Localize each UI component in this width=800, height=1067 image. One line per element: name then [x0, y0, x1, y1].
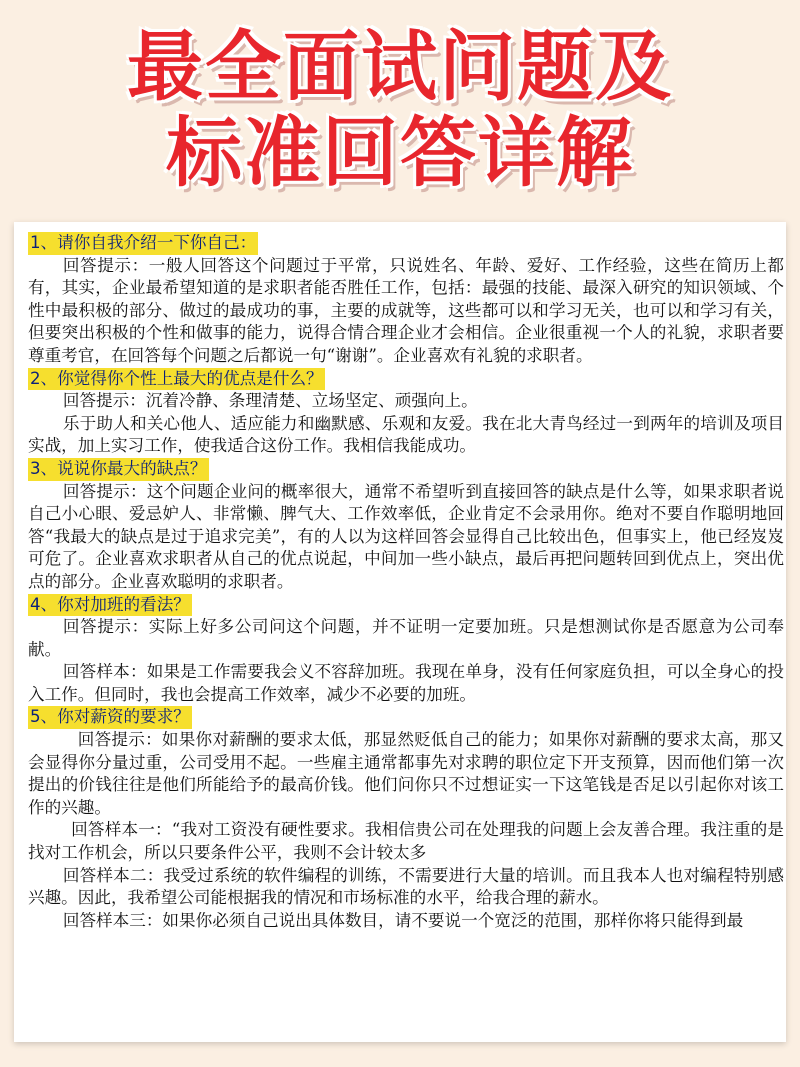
section-heading: 3、说说你最大的缺点？ [28, 458, 209, 481]
page-title-line-2: 标准回答详解 [166, 108, 634, 197]
answer-hint-paragraph: 回答提示：一般人回答这个问题过于平常，只说姓名、年龄、爱好、工作经验，这些在简历上都有，其实，企业最希望知道的是求职者能否胜任工作，包括：最强的技能、最深入研究的知识领域、个性中最积极的部分、做过的最成功的事，主要的成就等，这些都可以和学习无关，也可以和学习有关，但要突出积极的个性和做事的能力，说得合情合理企业才会相信。企业很重视一个人的礼貌，求职者要尊重考官，在回答每个问题之后都说一句“谢谢”。企业喜欢有礼貌的求职者。 [28, 255, 784, 365]
document-content [28, 232, 784, 932]
answer-sample-paragraph-1: 回答样本一：“我对工资没有硬性要求。我相信贵公司在处理我的问题上会友善合理。我注重的是找对工作机会，所以只要条件公平，我则不会计较太多 [28, 820, 784, 863]
document-sheet [14, 222, 786, 1042]
section-heading: 4、你对加班的看法？ [28, 594, 192, 617]
section-heading: 1、请你自我介绍一下你自己： [28, 232, 258, 255]
section-heading: 5、你对薪资的要求？ [28, 706, 192, 729]
section-strengths [28, 368, 784, 458]
answer-hint-paragraph: 回答提示：实际上好多公司问这个问题，并不证明一定要加班。只是想测试你是否愿意为公司奉献。 [28, 617, 784, 659]
answer-hint-paragraph: 回答提示：这个问题企业问的概率很大，通常不希望听到直接回答的缺点是什么等，如果求职者说自己小心眼、爱忌妒人、非常懒、脾气大、工作效率低，企业肯定不会录用你。绝对不要自作聪明地回答“我最大的缺点是过于追求完美”，有的人以为这样回答会显得自己比较出色，但事实上，他已经岌岌可危了。企业喜欢求职者从自己的优点说起，中间加一些小缺点，最后再把问题转回到优点上，突出优点的部分。企业喜欢聪明的求职者。 [28, 481, 784, 591]
section-weaknesses [28, 458, 784, 594]
answer-sample-paragraph-2: 回答样本二：我受过系统的软件编程的训练，不需要进行大量的培训。而且我本人也对编程特别感兴趣。因此，我希望公司能根据我的情况和市场标准的水平，给我合理的薪水。 [28, 865, 784, 908]
section-salary [28, 706, 784, 932]
section-overtime [28, 594, 784, 707]
section-self-introduction [28, 232, 784, 368]
answer-detail-paragraph: 乐于助人和关心他人、适应能力和幽默感、乐观和友爱。我在北大青鸟经过一到两年的培训及项目实战，加上实习工作，使我适合这份工作。我相信我能成功。 [28, 413, 784, 456]
section-heading: 2、你觉得你个性上最大的优点是什么？ [28, 368, 325, 391]
answer-hint-paragraph: 回答提示：如果你对薪酬的要求太低，那显然贬低自己的能力；如果你对薪酬的要求太高，那又会显得你分量过重，公司受用不起。一些雇主通常都事先对求聘的职位定下开支预算，因而他们第一次提出的价钱往往是他们所能给予的最高价钱。他们问你只不过想证实一下这笔钱是否足以引起你对该工作的兴趣。 [28, 730, 784, 817]
page-title-line-1: 最全面试问题及 [127, 22, 673, 111]
answer-sample-paragraph: 回答样本：如果是工作需要我会义不容辞加班。我现在单身，没有任何家庭负担，可以全身心的投入工作。但同时，我也会提高工作效率，减少不必要的加班。 [28, 662, 784, 704]
answer-hint-paragraph: 回答提示：沉着冷静、条理清楚、立场坚定、顽强向上。 [62, 391, 478, 411]
answer-sample-paragraph-3: 回答样本三：如果你必须自己说出具体数目，请不要说一个宽泛的范围，那样你将只能得到最 [62, 910, 744, 930]
